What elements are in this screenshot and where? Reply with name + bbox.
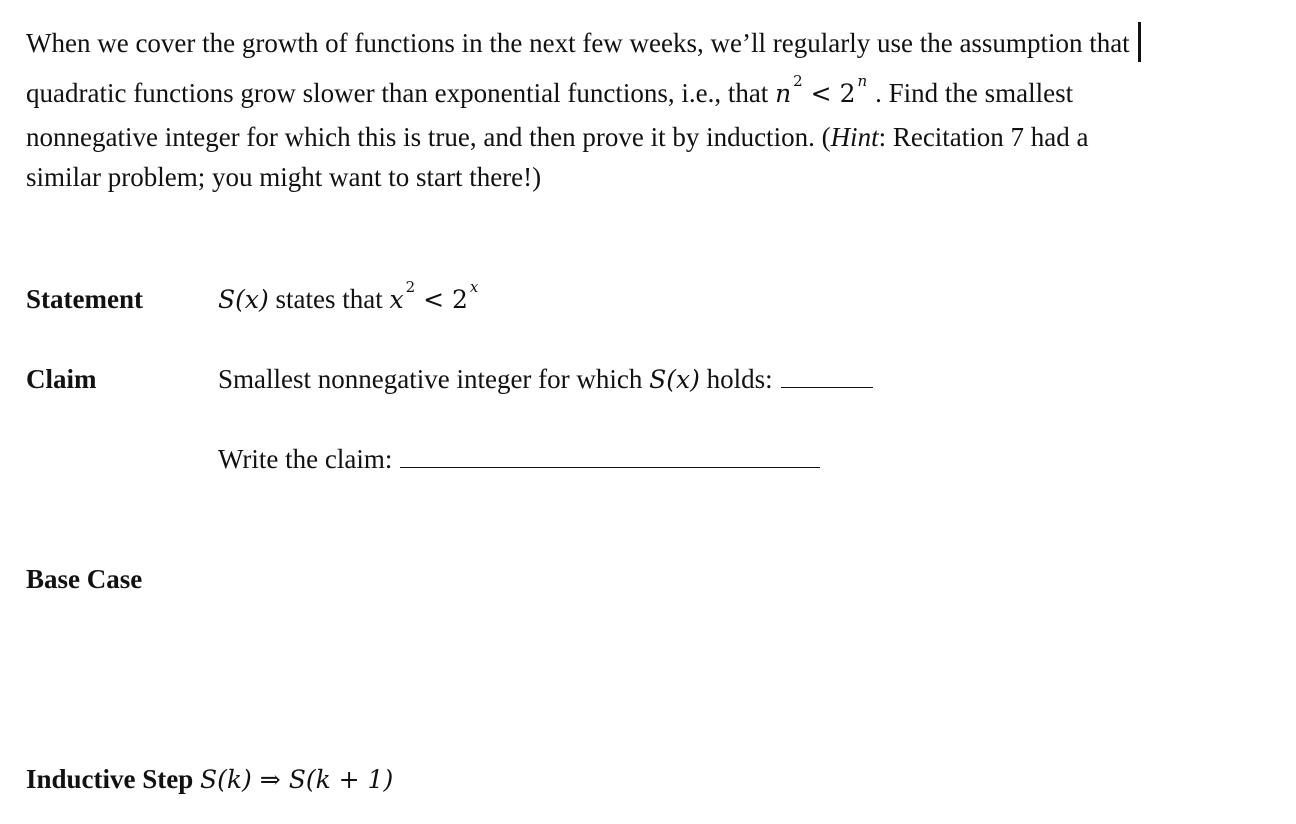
hint-label: Hint xyxy=(830,122,879,152)
write-claim: Write the claim: xyxy=(218,439,820,479)
problem-line-2: quadratic functions grow slower than exponential functions, i.e., that n $^2$ < 2 $^n$ . Find the smallest xyxy=(26,72,1074,108)
base-case-label: Base Case xyxy=(26,564,143,594)
inductive-step-label: Inductive Step xyxy=(26,764,194,794)
inequality-formula: n $^2$ < 2 $^n$ xyxy=(775,72,868,108)
base-case-row xyxy=(26,559,142,599)
problem-line-3: nonnegative integer for which this is true, and then prove it by induction. (Hint: Recitation 7 had a xyxy=(26,122,1089,152)
statement-row xyxy=(26,278,479,319)
inductive-step-formula: S(k) ⇒ S(k + 1) xyxy=(200,765,394,794)
statement-content: S(x) states that x $^2$ < 2 $^x$ xyxy=(218,278,479,314)
text-cursor xyxy=(1138,22,1141,62)
claim-label: Claim xyxy=(26,364,97,394)
inductive-step-row xyxy=(26,759,393,800)
problem-text xyxy=(26,22,1276,197)
statement-formula: x $^2$ < 2 $^x$ xyxy=(389,278,479,314)
claim-prompt: Smallest nonnegative integer for which S(x) holds: xyxy=(218,359,873,400)
statement-label: Statement xyxy=(26,284,143,314)
problem-line-4: similar problem; you might want to start there!) xyxy=(26,162,542,192)
smallest-integer-blank[interactable] xyxy=(781,359,873,388)
claim-row xyxy=(26,359,773,399)
claim-blank[interactable] xyxy=(400,439,820,468)
problem-line-1: When we cover the growth of functions in the next few weeks, we’ll regularly use the assumption that xyxy=(26,22,1276,63)
